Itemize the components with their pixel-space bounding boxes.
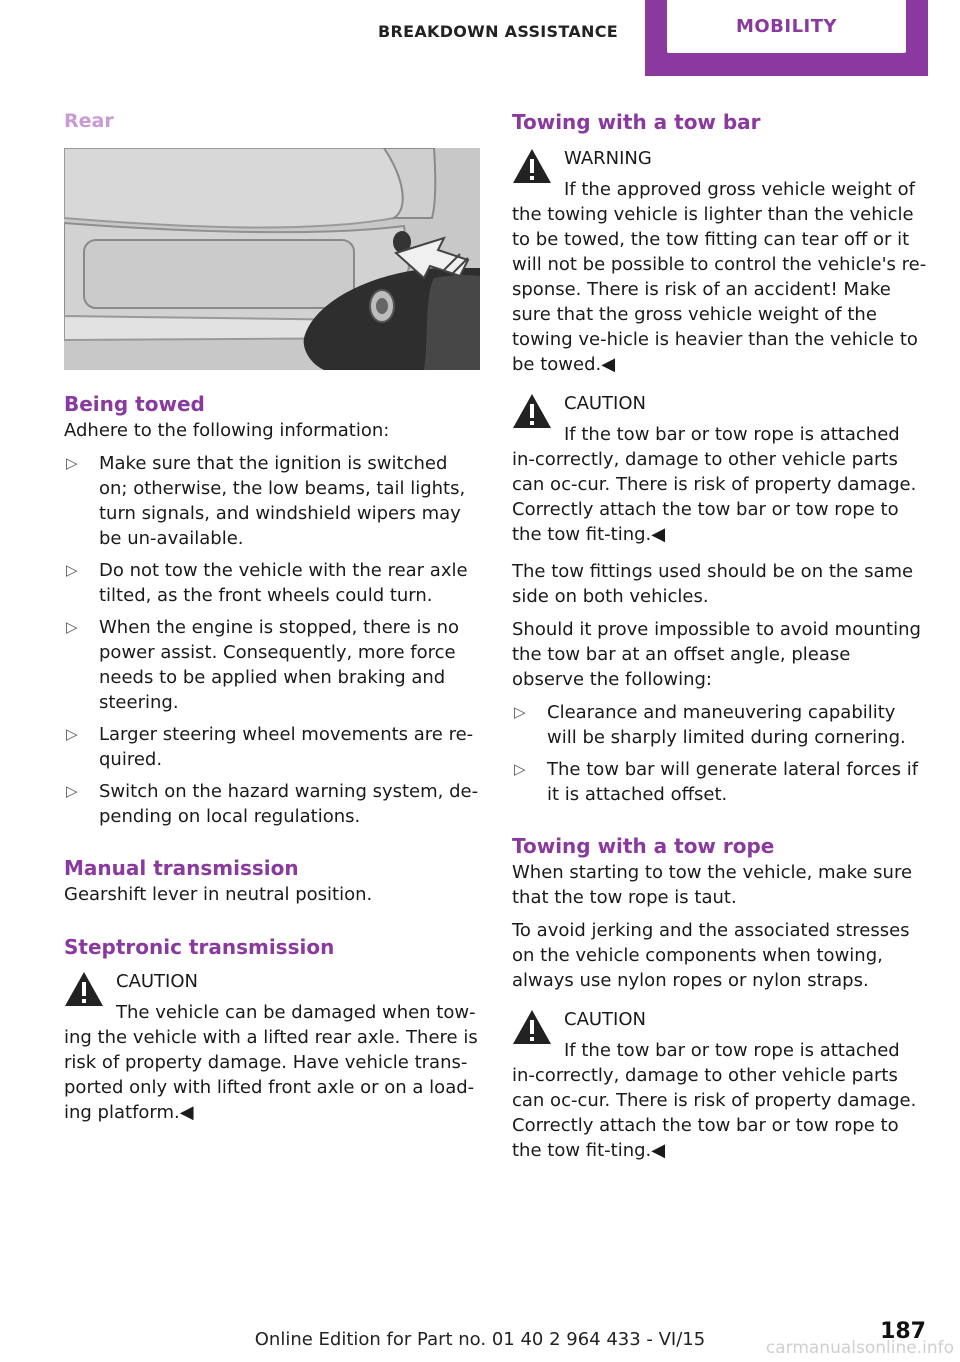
warning-title: WARNING xyxy=(564,148,652,169)
triangle-bullet-icon: ▷ xyxy=(66,561,78,579)
tow-fittings-text: The tow fittings used should be on the same side on both vehicles. xyxy=(512,561,914,607)
tow-bar-caution xyxy=(512,391,928,547)
being-towed-heading: Being towed xyxy=(64,392,205,416)
rear-tow-fitting-illustration xyxy=(64,148,480,370)
list-item: ▷ When the engine is stopped, there is no power assist. Consequently, more force needs to be applied when braking and steering. xyxy=(66,617,459,713)
list-item: ▷ Do not tow the vehicle with the rear axle tilted, as the front wheels could turn. xyxy=(66,560,468,606)
right-column xyxy=(512,108,928,1173)
running-header-section: BREAKDOWN ASSISTANCE xyxy=(377,22,618,41)
page-number: 187 xyxy=(880,1319,926,1344)
manual-transmission-text: Gearshift lever in neutral position. xyxy=(64,884,373,905)
list-item: ▷ Clearance and maneuvering capability will be sharply limited during cornering. xyxy=(514,702,906,748)
list-item: ▷ Make sure that the ignition is switched on; otherwise, the low beams, tail lights, turn signals, and windshield wipers may be un‐available. xyxy=(66,453,466,549)
chapter-tab-label: MOBILITY xyxy=(667,0,906,53)
tow-bar-list xyxy=(512,700,928,807)
warning-text: If the approved gross vehicle weight of the towing vehicle is lighter than the vehicle to be towed, the tow fitting can tear off or it will not be possible to control the vehicle's re‐sponse. There is risk of an accident! Make sure that the gross vehicle weight of the towing ve‐hicle is heavier than the vehicle to be towed.◀ xyxy=(512,179,927,375)
triangle-bullet-icon: ▷ xyxy=(514,760,526,778)
being-towed-list xyxy=(64,451,480,829)
caution-title: CAUTION xyxy=(116,971,198,992)
triangle-bullet-icon: ▷ xyxy=(66,725,78,743)
site-watermark: carmanualsonline.info xyxy=(765,1338,954,1358)
caution-title: CAUTION xyxy=(564,1009,646,1030)
warning-triangle-icon xyxy=(512,393,552,429)
caution-text: If the tow bar or tow rope is attached in‐correctly, damage to other vehicle parts can oc‐cur. There is risk of property damage. Correctly attach the tow bar or tow rope to the tow fit‐ting.◀ xyxy=(512,424,917,545)
tow-bar-heading: Towing with a tow bar xyxy=(512,110,761,134)
nylon-ropes-text: To avoid jerking and the associated stresses on the vehicle components when towing, always use nylon ropes or nylon straps. xyxy=(512,920,910,991)
edition-footer: Online Edition for Part no. 01 40 2 964 433 - VI/15 xyxy=(254,1329,706,1350)
list-item: ▷ Larger steering wheel movements are re‐quired. xyxy=(66,724,474,770)
warning-triangle-icon xyxy=(64,971,104,1007)
tow-rope-heading: Towing with a tow rope xyxy=(512,834,775,858)
being-towed-intro: Adhere to the following information: xyxy=(64,420,390,441)
steptronic-caution xyxy=(64,969,480,1125)
list-item: ▷ The tow bar will generate lateral forces if it is attached offset. xyxy=(514,759,919,805)
tow-bar-warning xyxy=(512,146,928,377)
caution-text: The vehicle can be damaged when tow‐ing the vehicle with a lifted rear axle. There is risk of property damage. Have vehicle trans‐ported only with lifted front axle or on a load‐ing platform.◀ xyxy=(64,1002,478,1123)
warning-triangle-icon xyxy=(512,148,552,184)
rear-heading: Rear xyxy=(64,110,114,132)
triangle-bullet-icon: ▷ xyxy=(66,454,78,472)
offset-angle-text: Should it prove impossible to avoid mounting the tow bar at an offset angle, please observe the following: xyxy=(512,619,921,690)
steptronic-heading: Steptronic transmission xyxy=(64,935,335,959)
caution-title: CAUTION xyxy=(564,393,646,414)
triangle-bullet-icon: ▷ xyxy=(514,703,526,721)
caution-text: If the tow bar or tow rope is attached in‐correctly, damage to other vehicle parts can oc‐cur. There is risk of property damage. Correctly attach the tow bar or tow rope to the tow fit‐ting.◀ xyxy=(512,1040,917,1161)
tow-rope-caution xyxy=(512,1007,928,1163)
left-column xyxy=(64,108,480,1135)
triangle-bullet-icon: ▷ xyxy=(66,618,78,636)
list-item: ▷ Switch on the hazard warning system, de‐pending on local regulations. xyxy=(66,781,479,827)
triangle-bullet-icon: ▷ xyxy=(66,782,78,800)
manual-transmission-heading: Manual transmission xyxy=(64,856,299,880)
warning-triangle-icon xyxy=(512,1009,552,1045)
chapter-tab xyxy=(645,0,928,76)
tow-rope-taut-text: When starting to tow the vehicle, make sure that the tow rope is taut. xyxy=(512,862,913,908)
